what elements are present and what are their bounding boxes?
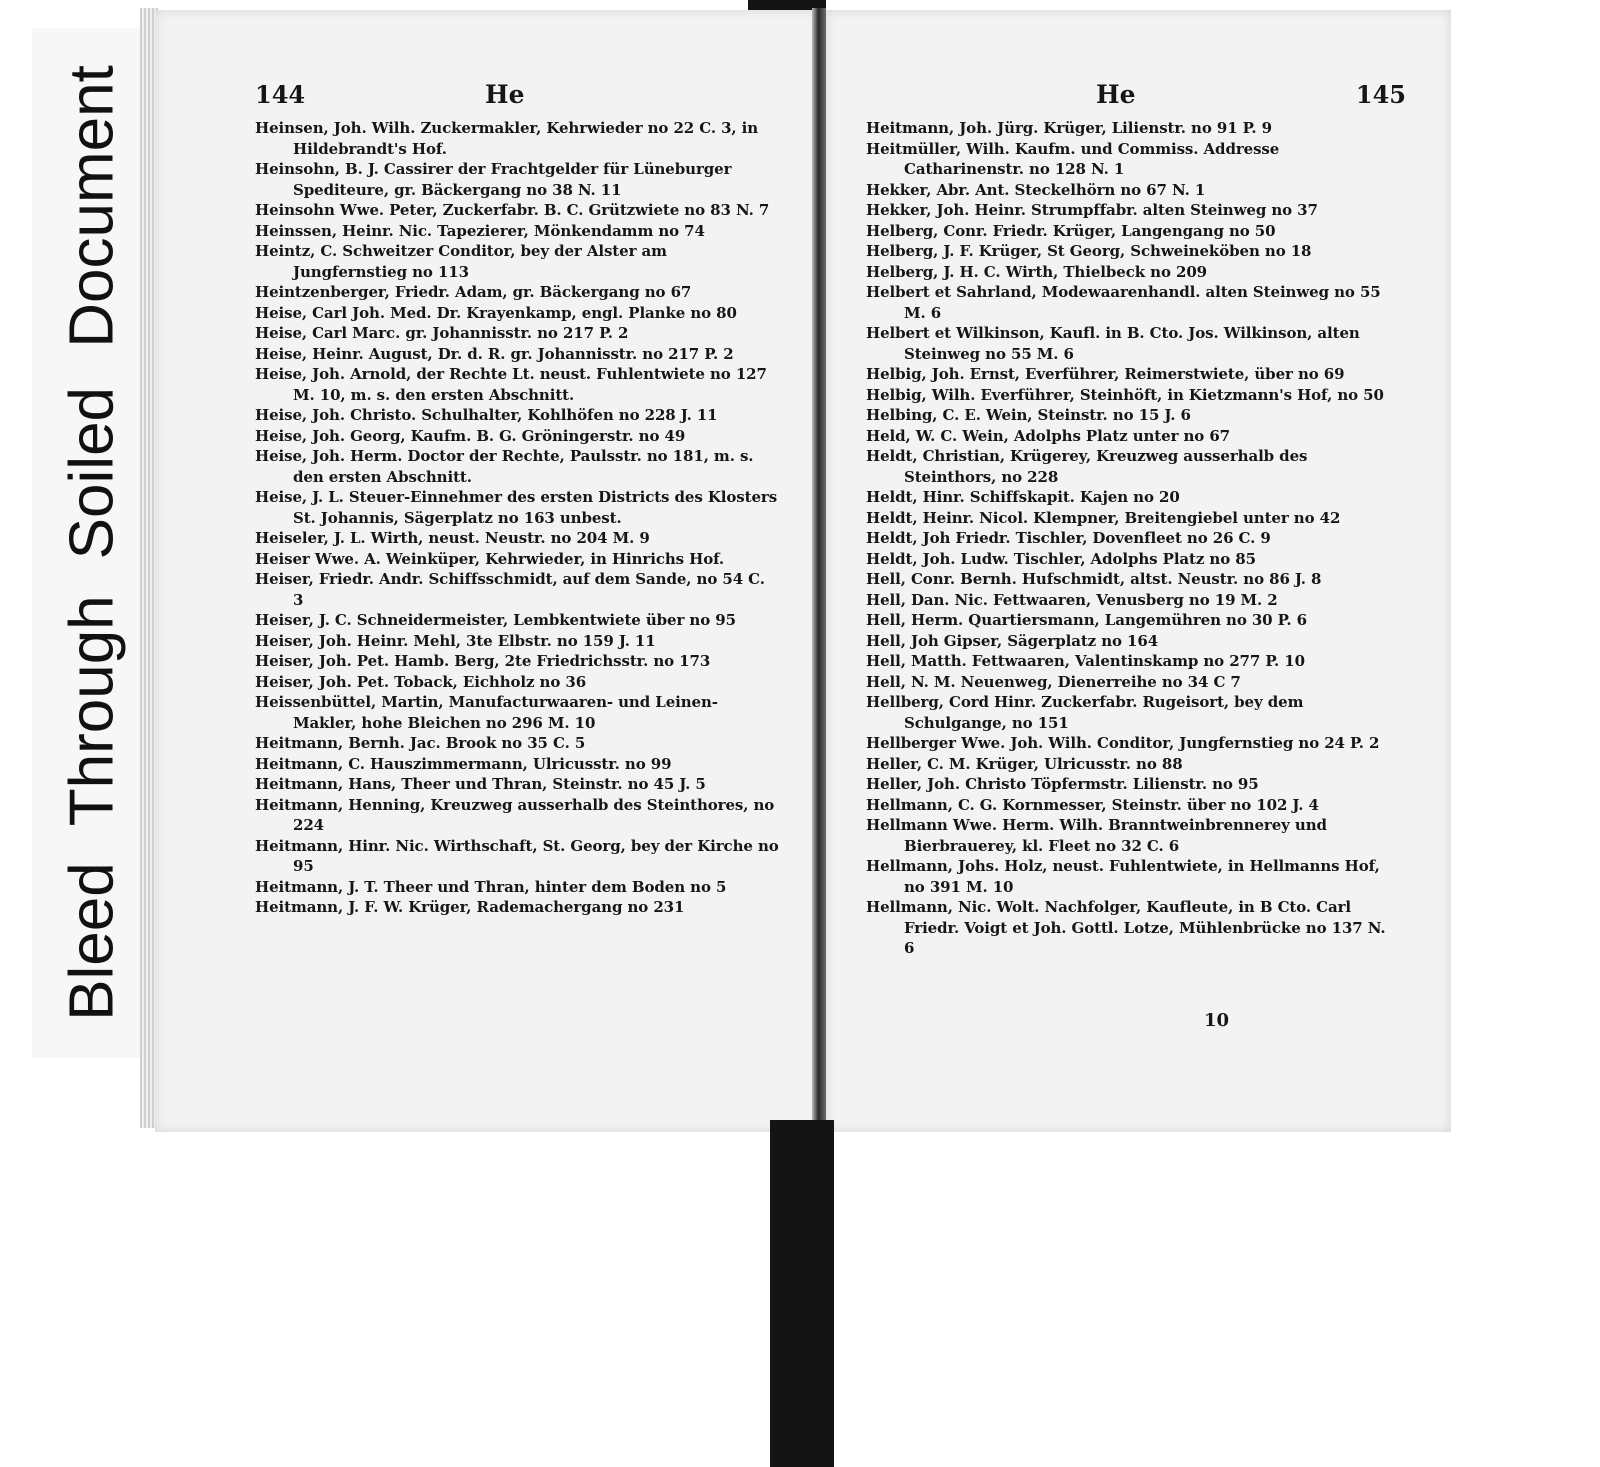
right-page-number: 145 [1355,80,1406,109]
directory-entry: Helberg, J. F. Krüger, St Georg, Schweineköben no 18 [866,242,1312,260]
watermark-word-bleed: Bleed [57,862,127,1021]
directory-entry: Helbert et Wilkinson, Kaufl. in B. Cto. Jos. Wilkinson, alten Steinweg no 55 M. 6 [866,324,1360,363]
directory-entry: Hekker, Joh. Heinr. Strumpffabr. alten Steinweg no 37 [866,201,1318,219]
directory-entry: Helbing, C. E. Wein, Steinstr. no 15 J. 6 [866,406,1191,424]
directory-entry: Held, W. C. Wein, Adolphs Platz unter no 67 [866,426,1231,445]
directory-entry: Heiser, Joh. Heinr. Mehl, 3te Elbstr. no 159 J. 11 [255,631,656,650]
directory-entry: Hellberg, Cord Hinr. Zuckerfabr. Rugeisort, bey dem Schulgange, no 151 [866,693,1304,732]
right-page [826,10,1451,1132]
directory-entry: Heiser, Joh. Pet. Hamb. Berg, 2te Friedrichsstr. no 173 [255,652,711,670]
directory-entry: Heinsen, Joh. Wilh. Zuckermakler, Kehrwieder no 22 C. 3, in Hildebrandt's Hof. [255,119,759,158]
directory-entry: Heise, Heinr. August, Dr. d. R. gr. Johannisstr. no 217 P. 2 [255,344,734,363]
directory-entry: Heldt, Christian, Krügerey, Kreuzweg ausserhalb des Steinthors, no 228 [866,447,1308,486]
directory-entry: Hellmann, Johs. Holz, neust. Fuhlentwiete, in Hellmanns Hof, no 391 M. 10 [866,857,1380,896]
directory-entry: Heiseler, J. L. Wirth, neust. Neustr. no 204 M. 9 [255,529,650,547]
watermark-label [32,28,152,1058]
directory-entry: Heldt, Joh Friedr. Tischler, Dovenfleet no 26 C. 9 [866,529,1271,547]
watermark-word-through: Through [57,595,127,827]
directory-entry: Hell, Matth. Fettwaaren, Valentinskamp no 277 P. 10 [866,652,1305,670]
directory-entry: Hell, Conr. Bernh. Hufschmidt, altst. Neustr. no 86 J. 8 [866,570,1322,588]
directory-entry: Heise, Carl Joh. Med. Dr. Krayenkamp, engl. Planke no 80 [255,303,737,322]
directory-entry: Heitmann, Hans, Theer und Thran, Steinstr. no 45 J. 5 [255,775,706,793]
directory-entry: Heise, Joh. Georg, Kaufm. B. G. Gröningerstr. no 49 [255,426,686,445]
directory-entry: Hell, Dan. Nic. Fettwaaren, Venusberg no 19 M. 2 [866,590,1278,609]
directory-entry: Heise, Joh. Arnold, der Rechte Lt. neust. Fuhlentwiete no 127 M. 10, m. s. den ersten Abschnitt. [255,365,767,404]
left-page-number: 144 [255,80,306,109]
watermark-text [57,47,128,1039]
directory-entry: Heinsohn, B. J. Cassirer der Frachtgelder für Lüneburger Spediteure, gr. Bäckergang no 38 N. 11 [255,160,732,199]
directory-entry: Hell, Herm. Quartiersmann, Langemühren no 30 P. 6 [866,611,1307,629]
directory-entry: Heise, J. L. Steuer-Einnehmer des ersten Districts des Klosters St. Johannis, Sägerplatz no 163 unbest. [255,488,778,527]
directory-entry: Helbig, Joh. Ernst, Everführer, Reimerstwiete, über no 69 [866,365,1345,383]
directory-entry: Helberg, J. H. C. Wirth, Thielbeck no 209 [866,262,1207,281]
directory-entry: Heissenbüttel, Martin, Manufacturwaaren- und Leinen-Makler, hohe Bleichen no 296 M. 10 [255,693,718,732]
directory-entry: Heller, Joh. Christo Töpfermstr. Lilienstr. no 95 [866,775,1259,793]
directory-entry: Heitmann, Hinr. Nic. Wirthschaft, St. Georg, bey der Kirche no 95 [255,836,779,875]
directory-entry: Helbig, Wilh. Everführer, Steinhöft, in Kietzmann's Hof, no 50 [866,385,1384,404]
directory-entry: Heitmann, Henning, Kreuzweg ausserhalb des Steinthores, no 224 [255,795,775,834]
directory-entry: Hellmann, C. G. Kornmesser, Steinstr. über no 102 J. 4 [866,795,1319,814]
directory-entry: Heintzenberger, Friedr. Adam, gr. Bäckergang no 67 [255,283,692,301]
directory-entry: Heitmann, J. F. W. Krüger, Rademachergang no 231 [255,898,685,916]
directory-entry: Heitmann, J. T. Theer und Thran, hinter dem Boden no 5 [255,877,727,896]
watermark-word-soiled: Soiled Document [57,65,127,560]
directory-entry: Heise, Joh. Herm. Doctor der Rechte, Paulsstr. no 181, m. s. den ersten Abschnitt. [255,447,754,486]
left-entry-list [255,118,780,918]
directory-entry: Hellberger Wwe. Joh. Wilh. Conditor, Jungfernstieg no 24 P. 2 [866,734,1380,752]
directory-entry: Heldt, Heinr. Nicol. Klempner, Breitengiebel unter no 42 [866,508,1341,527]
directory-entry: Heitmüller, Wilh. Kaufm. und Commiss. Addresse Catharinenstr. no 128 N. 1 [866,139,1280,178]
right-column-head: He [1096,80,1136,109]
right-page-header [866,80,1406,120]
signature-mark: 10 [1204,1010,1230,1031]
directory-entry: Helberg, Conr. Friedr. Krüger, Langengang no 50 [866,221,1276,240]
directory-entry: Heiser, Joh. Pet. Toback, Eichholz no 36 [255,672,587,691]
directory-entry: Hell, N. M. Neuenweg, Dienerreihe no 34 C 7 [866,672,1241,691]
directory-entry: Helbert et Sahrland, Modewaarenhandl. alten Steinweg no 55 M. 6 [866,283,1381,322]
bookmark-ribbon [770,1120,834,1467]
directory-entry: Heiser, J. C. Schneidermeister, Lembkentwiete über no 95 [255,611,736,629]
directory-entry: Heller, C. M. Krüger, Ulricusstr. no 88 [866,754,1183,773]
left-page-header [255,80,770,120]
directory-entry: Heise, Carl Marc. gr. Johannisstr. no 217 P. 2 [255,324,629,342]
directory-entry: Heitmann, Joh. Jürg. Krüger, Lilienstr. no 91 P. 9 [866,119,1272,137]
directory-entry: Heinsohn Wwe. Peter, Zuckerfabr. B. C. Grützwiete no 83 N. 7 [255,201,770,219]
directory-entry: Heise, Joh. Christo. Schulhalter, Kohlhöfen no 228 J. 11 [255,406,718,424]
directory-entry: Heiser, Friedr. Andr. Schiffsschmidt, auf dem Sande, no 54 C. 3 [255,570,765,609]
directory-entry: Hellmann, Nic. Wolt. Nachfolger, Kaufleute, in B Cto. Carl Friedr. Voigt et Joh. Gottl. Lotze, Mühlenbrücke no 137 N. 6 [866,898,1386,957]
left-column-head: He [485,80,525,109]
directory-entry: Heitmann, C. Hauszimmermann, Ulricusstr. no 99 [255,754,672,773]
left-page [155,10,820,1132]
directory-entry: Heiser Wwe. A. Weinküper, Kehrwieder, in Hinrichs Hof. [255,549,725,568]
directory-entry: Hellmann Wwe. Herm. Wilh. Branntweinbrennerey und Bierbrauerey, kl. Fleet no 32 C. 6 [866,816,1327,855]
directory-entry: Heintz, C. Schweitzer Conditor, bey der Alster am Jungfernstieg no 113 [255,242,667,281]
directory-entry: Hell, Joh Gipser, Sägerplatz no 164 [866,631,1159,650]
directory-entry: Heinssen, Heinr. Nic. Tapezierer, Mönkendamm no 74 [255,221,705,240]
directory-entry: Heldt, Joh. Ludw. Tischler, Adolphs Platz no 85 [866,549,1256,568]
book-gutter [812,8,826,1132]
right-entry-list [866,118,1398,959]
directory-entry: Hekker, Abr. Ant. Steckelhörn no 67 N. 1 [866,180,1206,199]
directory-entry: Heldt, Hinr. Schiffskapit. Kajen no 20 [866,488,1180,506]
directory-entry: Heitmann, Bernh. Jac. Brook no 35 C. 5 [255,734,586,752]
